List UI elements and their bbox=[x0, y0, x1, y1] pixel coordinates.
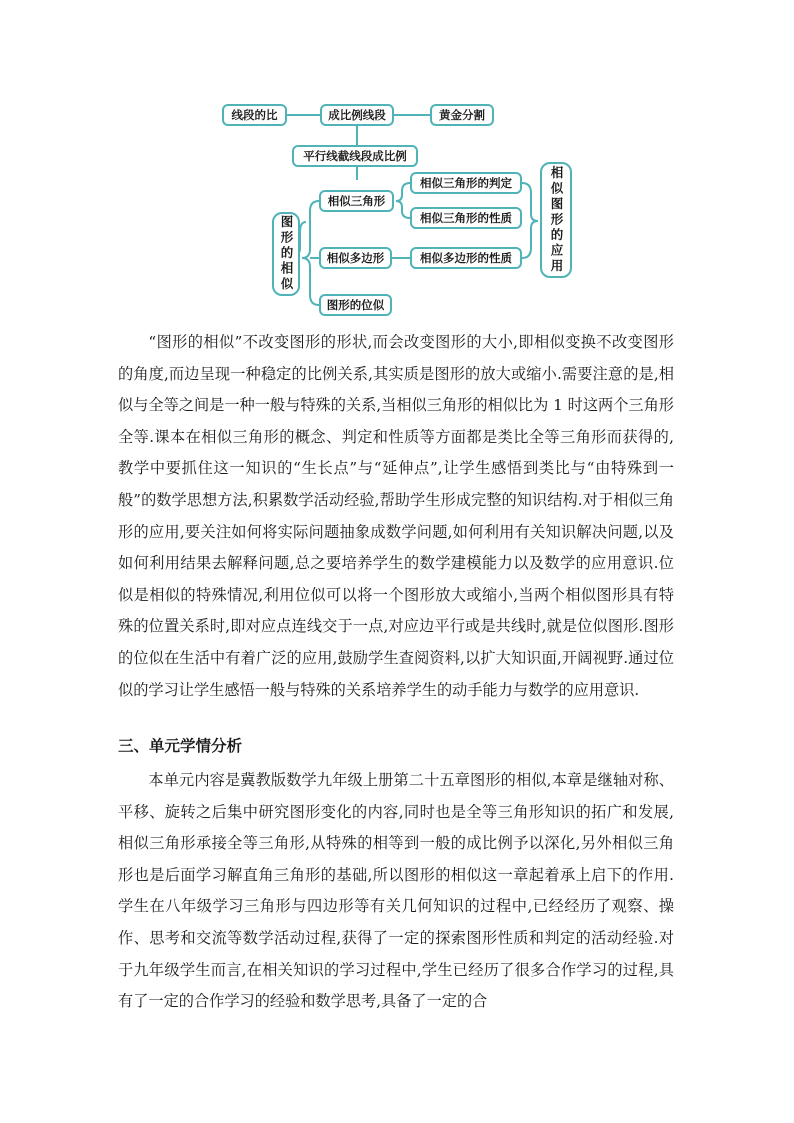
node-applications: 相似图形的应用 bbox=[540, 162, 572, 278]
node-homothety: 图形的位似 bbox=[319, 294, 392, 316]
node-proportional-segments: 成比例线段 bbox=[320, 104, 394, 126]
node-similar-polygons-properties: 相似多边形的性质 bbox=[410, 247, 522, 269]
node-golden-section: 黄金分割 bbox=[430, 104, 494, 126]
node-similar-triangles: 相似三角形 bbox=[319, 190, 394, 212]
node-similar-triangles-properties: 相似三角形的性质 bbox=[410, 207, 522, 229]
paragraph-similarity: “图形的相似”不改变图形的形状,而会改变图形的大小,即相似变换不改变图形的角度,而边呈现一种稳定的比例关系,其实质是图形的放大或缩小.需要注意的是,相似与全等之间是一种一般与特殊的关系,当相似三角形的相似比为 1 时这两个三角形全等.课本在相似三角形的概念、判定和性质等方面都是类比全等三角形而获得的,教学中要抓住这一知识的“生长点”与“延伸点”,让学生感悟到类比与“由特殊到一般”的数学思想方法,积累数学活动经验,帮助学生形成完整的知识结构.对于相似三角形的应用,要关注如何将实际问题抽象成数学问题,如何利用有关知识解决问题,以及如何利用结果去解释问题,总之要培养学生的数学建模能力以及数学的应用意识.位似是相似的特殊情况,利用位似可以将一个图形放大或缩小,当两个相似图形具有特殊的位置关系时,即对应点连线交于一点,对应边平行或是共线时,就是位似图形.图形的位似在生活中有着广泛的应用,鼓励学生查阅资料,以扩大知识面,开阔视野.通过位似的学习让学生感悟一般与特殊的关系培养学生的动手能力与数学的应用意识. bbox=[118, 333, 674, 699]
node-parallel-lines-proportional: 平行线截线段成比例 bbox=[292, 145, 418, 167]
node-similarity-of-figures: 图形的相似 bbox=[272, 212, 300, 296]
node-similar-polygons: 相似多边形 bbox=[319, 247, 392, 269]
section-title: 三、单元学情分析 bbox=[118, 737, 243, 755]
intro-text bbox=[118, 327, 674, 706]
knowledge-structure-diagram bbox=[0, 0, 794, 320]
paragraph-student-analysis: 本单元内容是冀教版数学九年级上册第二十五章图形的相似,本章是继轴对称、平移、旋转之后集中研究图形变化的内容,同时也是全等三角形知识的拓广和发展,相似三角形承接全等三角形,从特殊的相等到一般的成比例予以深化,另外相似三角形也是后面学习解直角三角形的基础,所以图形的相似这一章起着承上启下的作用.学生在八年级学习三角形与四边形等有关几何知识的过程中,已经经历了观察、操作、思考和交流等数学活动过程,获得了一定的探索图形性质和判定的活动经验.对于九年级学生而言,在相关知识的学习过程中,学生已经历了很多合作学习的过程,具有了一定的合作学习的经验和数学思考,具备了一定的合 bbox=[118, 771, 674, 1011]
node-ratio-of-segments: 线段的比 bbox=[222, 104, 287, 126]
section-text bbox=[118, 765, 674, 1018]
node-similar-triangles-criteria: 相似三角形的判定 bbox=[410, 172, 522, 194]
